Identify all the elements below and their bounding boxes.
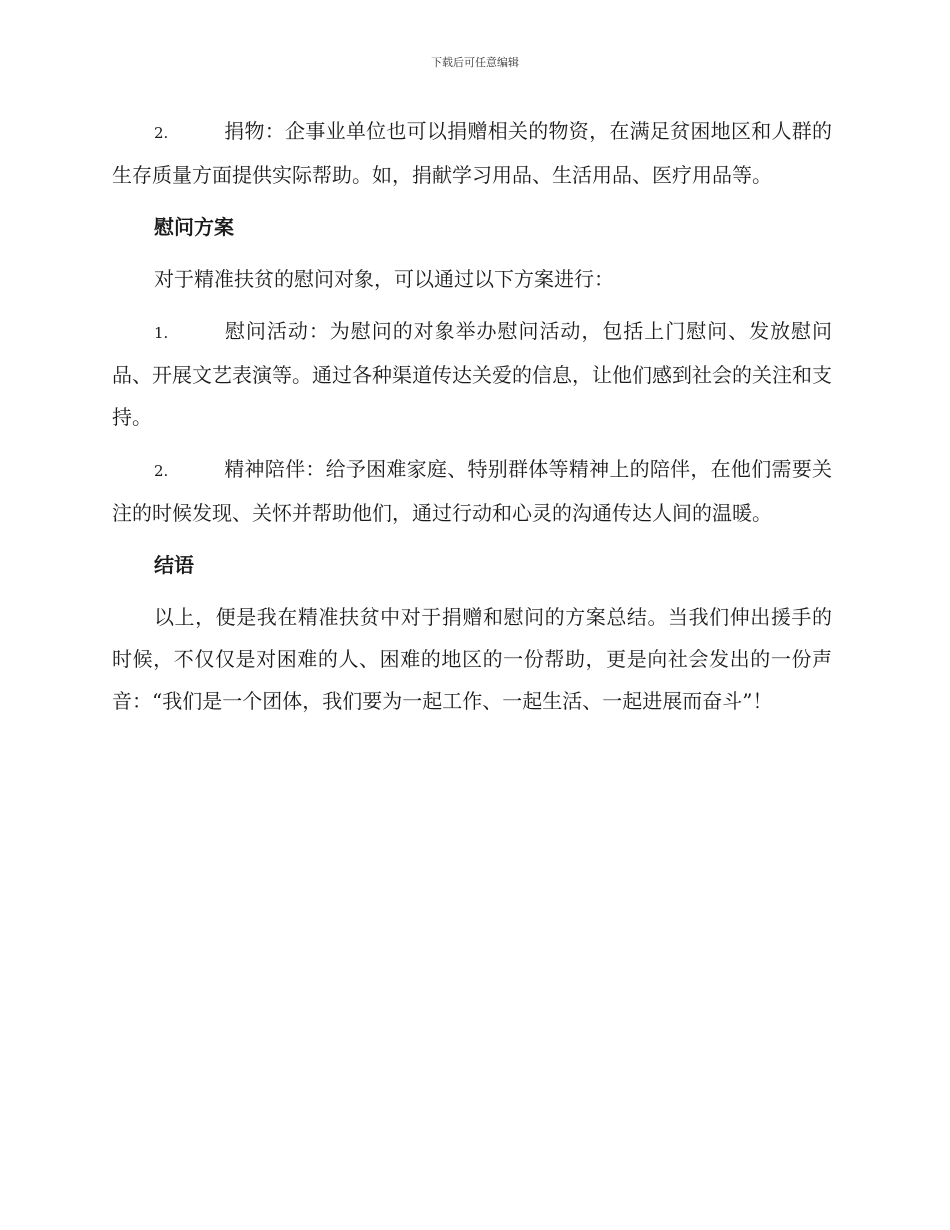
- list-item-text: 捐物：企事业单位也可以捐赠相关的物资，在满足贫困地区和人群的生存质量方面提供实际帮助。如，捐献学习用品、生活用品、医疗用品等。: [112, 119, 832, 187]
- visit-intro-paragraph: 对于精准扶贫的慰问对象，可以通过以下方案进行：: [154, 267, 614, 291]
- list-item-number: 1.: [154, 324, 169, 342]
- list-item-text: 慰问活动：为慰问的对象举办慰问活动，包括上门慰问、发放慰问品、开展文艺表演等。通过各种渠道传达关爱的信息，让他们感到社会的关注和支持。: [112, 319, 832, 429]
- list-item-visit-activity: [112, 310, 832, 438]
- list-item-spiritual-company: [112, 448, 832, 534]
- section-heading-conclusion: 结语: [154, 553, 194, 577]
- document-body: [112, 110, 832, 732]
- section-heading-visit: 慰问方案: [154, 215, 234, 239]
- conclusion-paragraph: 以上，便是我在精准扶贫中对于捐赠和慰问的方案总结。当我们伸出援手的时候，不仅仅是对困难的人、困难的地区的一份帮助，更是向社会发出的一份声音：“我们是一个团体，我们要为一起工作、一起生活、一起进展而奋斗”！: [112, 605, 832, 713]
- list-item-text: 精神陪伴：给予困难家庭、特别群体等精神上的陪伴，在他们需要关注的时候发现、关怀并帮助他们，通过行动和心灵的沟通传达人间的温暖。: [112, 457, 832, 525]
- list-item-number: 2.: [154, 124, 169, 142]
- list-item-donate-goods: [112, 110, 832, 196]
- page-header: 下载后可任意编辑: [431, 56, 519, 69]
- list-item-number: 2.: [154, 462, 169, 480]
